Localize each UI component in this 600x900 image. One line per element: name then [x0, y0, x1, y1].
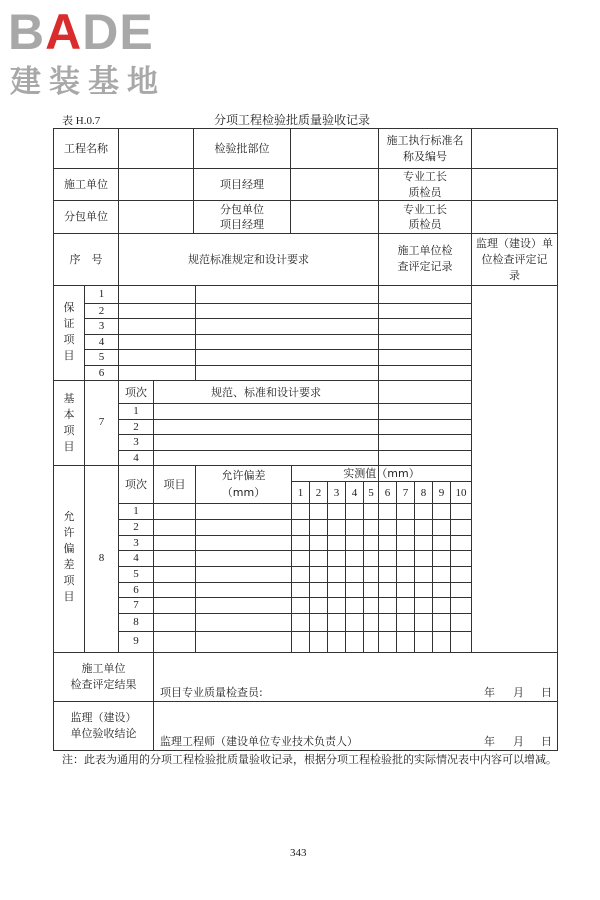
tolerance-item-header: 项目 [163, 478, 186, 491]
year-label-1: 年 [484, 686, 495, 699]
foreman-label-2b: 质检员 [408, 218, 442, 231]
tolerance-row-7: 7 [133, 599, 139, 611]
basic-row-4: 4 [133, 452, 139, 464]
tolerance-row-4: 4 [133, 552, 139, 564]
guarantee-row-4: 4 [98, 336, 105, 348]
tolerance-row-1: 1 [133, 505, 139, 517]
standard-name-label-1: 施工执行标准名 [386, 134, 464, 147]
standard-name-label-2: 称及编号 [403, 150, 447, 163]
tolerance-row-3: 3 [133, 537, 139, 549]
subcontract-manager-label-1: 分包单位 [220, 203, 264, 216]
supervision-check-header-3: 录 [509, 269, 520, 282]
guarantee-row-3: 3 [98, 320, 105, 332]
subcontract-unit-label: 分包单位 [64, 210, 108, 223]
guarantee-row-1: 1 [98, 288, 105, 300]
construction-check-header-1: 施工单位检 [397, 244, 453, 257]
guarantee-row-5: 5 [98, 351, 105, 363]
page-number: 343 [290, 847, 307, 859]
tolerance-row-8: 8 [133, 616, 139, 628]
basic-row-3: 3 [133, 436, 139, 448]
guarantee-label: 保 证 项 目 [63, 301, 75, 362]
seq-column-header: 序 号 [69, 253, 103, 266]
basic-row-2: 2 [133, 421, 139, 433]
project-name-label: 工程名称 [64, 142, 108, 155]
supervision-conclusion-label-1: 监理（建设） [70, 711, 137, 724]
basic-item-col-header: 项次 [125, 386, 147, 399]
tolerance-item-col-header: 项次 [125, 478, 147, 491]
supervision-check-header-2: 位检查评定记 [481, 253, 548, 266]
measure-col-6: 6 [384, 487, 391, 499]
measure-col-8: 8 [420, 487, 427, 499]
supervision-conclusion-label-2: 单位验收结论 [70, 727, 137, 740]
logo-wordmark: BADE [8, 4, 154, 60]
guarantee-row-6: 6 [98, 367, 105, 379]
foreman-label-1b: 质检员 [408, 186, 442, 199]
tolerance-row-5: 5 [133, 568, 139, 580]
supervision-engineer-label: 监理工程师（建设单位专业技术负责人） [160, 735, 358, 748]
tolerance-seq: 8 [98, 552, 105, 564]
construction-check-header-2: 查评定记录 [397, 260, 453, 273]
measure-col-7: 7 [402, 487, 409, 499]
subcontract-manager-label-2: 项目经理 [220, 218, 264, 231]
inspection-part-label: 检验批部位 [214, 142, 270, 155]
table-note: 注：此表为通用的分项工程检验批质量验收记录，根据分项工程检验批的实际情况表中内容可以增减。 [62, 753, 557, 766]
construction-result-label-1: 施工单位 [81, 662, 126, 675]
basic-seq: 7 [98, 416, 105, 428]
measure-col-5: 5 [368, 487, 374, 499]
measure-col-1: 1 [297, 487, 304, 499]
table-title: 分项工程检验批质量验收记录 [214, 113, 371, 127]
allowed-deviation-header-2: （mm） [221, 486, 266, 499]
construction-unit-label: 施工单位 [64, 178, 108, 191]
basic-spec-header: 规范、标准和设计要求 [211, 386, 321, 399]
spec-column-header: 规范标准规定和设计要求 [188, 253, 309, 266]
construction-result-label-2: 检查评定结果 [70, 678, 137, 691]
year-label-2: 年 [484, 735, 495, 748]
measure-col-2: 2 [315, 487, 322, 499]
quality-inspector-label: 项目专业质量检查员: [160, 686, 263, 699]
basic-row-1: 1 [133, 405, 139, 417]
month-label-2: 月 [513, 735, 524, 748]
foreman-label-1a: 专业工长 [403, 170, 447, 183]
project-manager-label: 项目经理 [220, 178, 264, 191]
tolerance-row-2: 2 [133, 521, 139, 533]
measure-col-3: 3 [333, 487, 340, 499]
day-label-1: 日 [541, 686, 552, 699]
measure-col-10: 10 [455, 487, 467, 499]
table-number: 表 H.0.7 [62, 115, 101, 127]
measure-col-4: 4 [351, 487, 358, 499]
measured-value-header: 实测值（mm） [343, 467, 420, 480]
tolerance-label: 允 许 偏 差 项 目 [63, 510, 75, 603]
basic-label: 基 本 项 目 [63, 392, 75, 453]
logo-chinese: 建装基地 [10, 64, 166, 100]
day-label-2: 日 [541, 735, 552, 748]
measure-col-9: 9 [438, 487, 445, 499]
allowed-deviation-header-1: 允许偏差 [221, 469, 266, 482]
foreman-label-2a: 专业工长 [403, 203, 447, 216]
tolerance-row-9: 9 [133, 635, 139, 647]
tolerance-row-6: 6 [133, 584, 139, 596]
month-label-1: 月 [513, 686, 524, 699]
supervision-check-header-1: 监理（建设）单 [476, 237, 553, 250]
guarantee-row-2: 2 [98, 305, 105, 317]
